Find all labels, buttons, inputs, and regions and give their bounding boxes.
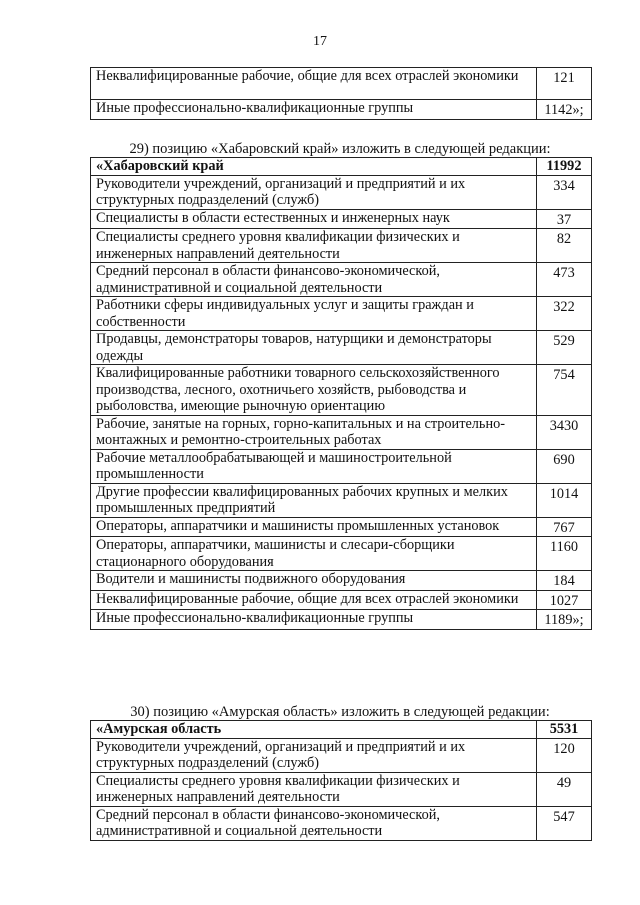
table-amur: [90, 720, 592, 841]
row-name: Рабочие металлообрабатывающей и машиностроительной промышленности: [91, 449, 537, 483]
table-header-row: [91, 158, 592, 176]
row-value: 184: [537, 571, 592, 591]
row-name: Руководители учреждений, организаций и предприятий и их структурных подразделений (служб): [91, 738, 537, 772]
table-row: [91, 571, 592, 591]
row-name: Неквалифицированные рабочие, общие для всех отраслей экономики: [91, 590, 537, 610]
table-row: [91, 590, 592, 610]
row-value: 529: [537, 331, 592, 365]
region-total: 11992: [537, 158, 592, 176]
row-name: Иные профессионально-квалификационные группы: [91, 610, 537, 630]
table-row: [91, 229, 592, 263]
row-name: Другие профессии квалифицированных рабочих крупных и мелких промышленных предприятий: [91, 483, 537, 517]
row-name: Средний персонал в области финансово-экономической, административной и социальной деятельности: [91, 263, 537, 297]
row-value: 1014: [537, 483, 592, 517]
table-row: [91, 415, 592, 449]
row-value: 473: [537, 263, 592, 297]
region-name: «Хабаровский край: [91, 158, 537, 176]
region-total: 5531: [537, 721, 592, 739]
row-name: Водители и машинисты подвижного оборудования: [91, 571, 537, 591]
row-value: 334: [537, 175, 592, 209]
table-row: [91, 610, 592, 630]
row-value: 37: [537, 209, 592, 229]
table-row: [91, 365, 592, 416]
table-khabarovsk: [90, 157, 592, 630]
row-name: Операторы, аппаратчики и машинисты промышленных установок: [91, 517, 537, 537]
row-name: Специалисты в области естественных и инженерных наук: [91, 209, 537, 229]
row-name: Специалисты среднего уровня квалификации физических и инженерных направлений деятельности: [91, 229, 537, 263]
row-value: 82: [537, 229, 592, 263]
table-row: [91, 738, 592, 772]
region-name: «Амурская область: [91, 721, 537, 739]
table-row: [91, 537, 592, 571]
row-name: Средний персонал в области финансово-экономической, административной и социальной деятельности: [91, 806, 537, 840]
table-row: [91, 175, 592, 209]
table-row: [91, 331, 592, 365]
row-name: Иные профессионально-квалификационные группы: [91, 100, 537, 120]
row-value: 1189»;: [537, 610, 592, 630]
row-name: Специалисты среднего уровня квалификации физических и инженерных направлений деятельности: [91, 772, 537, 806]
paragraph-30: 30) позицию «Амурская область» изложить в следующей редакции:: [130, 704, 550, 720]
table-row: [91, 449, 592, 483]
row-name: Рабочие, занятые на горных, горно-капитальных и на строительно-монтажных и ремонтно-строительных работах: [91, 415, 537, 449]
row-value: 547: [537, 806, 592, 840]
row-name: Квалифицированные работники товарного сельскохозяйственного производства, лесного, охотничьего хозяйств, рыбоводства и рыболовства, имеющие рыночную ориентацию: [91, 365, 537, 416]
row-value: 754: [537, 365, 592, 416]
table-row: [91, 68, 592, 100]
table-row: [91, 517, 592, 537]
row-value: 690: [537, 449, 592, 483]
row-value: 1160: [537, 537, 592, 571]
table-row: [91, 297, 592, 331]
table-row: [91, 772, 592, 806]
row-name: Продавцы, демонстраторы товаров, натурщики и демонстраторы одежды: [91, 331, 537, 365]
table-row: [91, 263, 592, 297]
row-value: 121: [537, 68, 592, 100]
table-row: [91, 100, 592, 120]
table-continuation: [90, 67, 592, 120]
table-row: [91, 483, 592, 517]
row-name: Неквалифицированные рабочие, общие для всех отраслей экономики: [91, 68, 537, 100]
row-value: 1142»;: [537, 100, 592, 120]
paragraph-29: 29) позицию «Хабаровский край» изложить в следующей редакции:: [129, 141, 551, 157]
row-value: 767: [537, 517, 592, 537]
row-value: 322: [537, 297, 592, 331]
row-value: 3430: [537, 415, 592, 449]
table-row: [91, 209, 592, 229]
row-value: 1027: [537, 590, 592, 610]
table-row: [91, 806, 592, 840]
page-number: 17: [313, 34, 327, 49]
row-name: Операторы, аппаратчики, машинисты и слесари-сборщики стационарного оборудования: [91, 537, 537, 571]
row-name: Работники сферы индивидуальных услуг и защиты граждан и собственности: [91, 297, 537, 331]
row-value: 120: [537, 738, 592, 772]
table-header-row: [91, 721, 592, 739]
row-value: 49: [537, 772, 592, 806]
row-name: Руководители учреждений, организаций и предприятий и их структурных подразделений (служб): [91, 175, 537, 209]
